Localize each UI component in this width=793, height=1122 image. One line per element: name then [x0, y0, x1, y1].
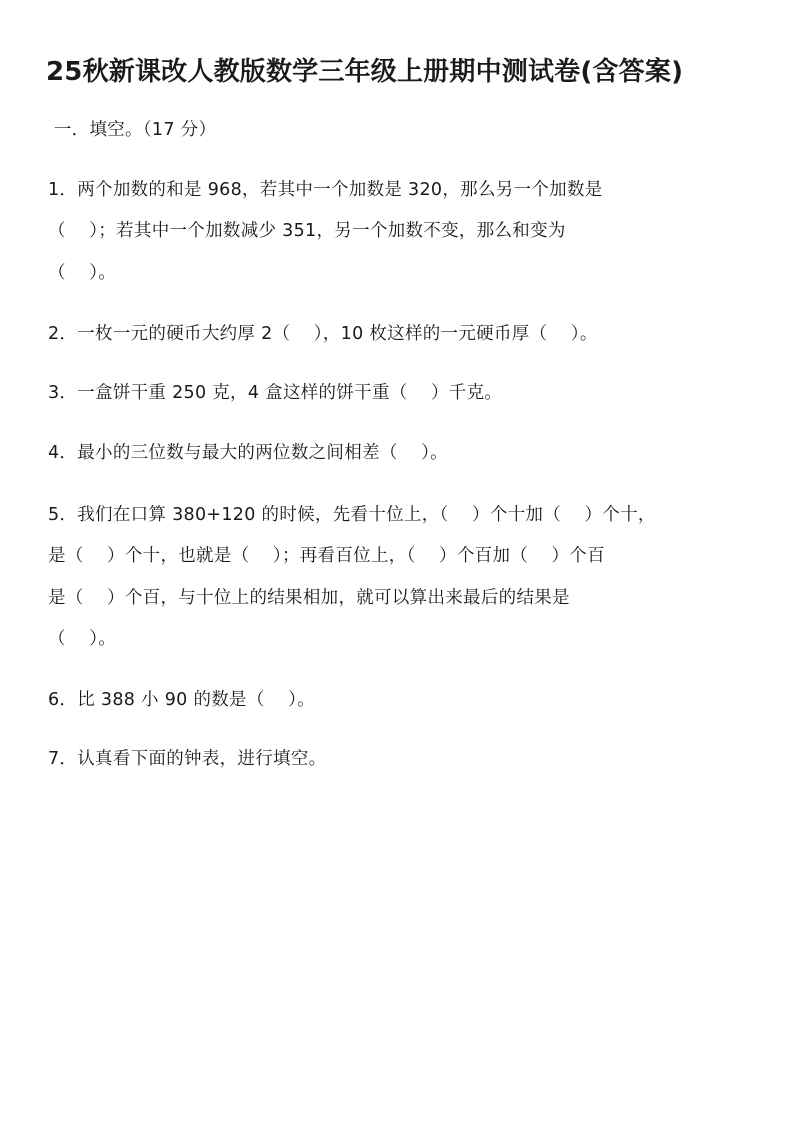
- question-3-line-1: 3．一盒饼干重 250 克，4 盒这样的饼干重（ ）千克。: [48, 383, 503, 403]
- question-5-line-3: 是（ ）个百，与十位上的结果相加，就可以算出来最后的结果是: [48, 588, 570, 608]
- question-5-line-1: 5．我们在口算 380+120 的时候，先看十位上，（ ）个十加（ ）个十，: [48, 505, 656, 525]
- question-1-line-3: （ ）。: [48, 263, 117, 283]
- question-5-line-2: 是（ ）个十，也就是（ ）；再看百位上，（ ）个百加（ ）个百: [48, 546, 605, 566]
- question-1-line-2: （ ）；若其中一个加数减少 351，另一个加数不变，那么和变为: [48, 221, 566, 241]
- question-1-line-1: 1．两个加数的和是 968，若其中一个加数是 320，那么另一个加数是: [48, 180, 603, 200]
- section-heading: 一．填空。（17 分）: [48, 120, 217, 140]
- question-2-line-1: 2．一枚一元的硬币大约厚 2（ ），10 枚这样的一元硬币厚（ ）。: [48, 324, 598, 344]
- question-4-line-1: 4．最小的三位数与最大的两位数之间相差（ ）。: [48, 443, 448, 463]
- question-5-line-4: （ ）。: [48, 629, 117, 649]
- page-title: 25秋新课改人教版数学三年级上册期中测试卷(含答案): [46, 57, 684, 87]
- question-7-line-1: 7．认真看下面的钟表，进行填空。: [48, 749, 327, 769]
- question-6-line-1: 6．比 388 小 90 的数是（ ）。: [48, 690, 315, 710]
